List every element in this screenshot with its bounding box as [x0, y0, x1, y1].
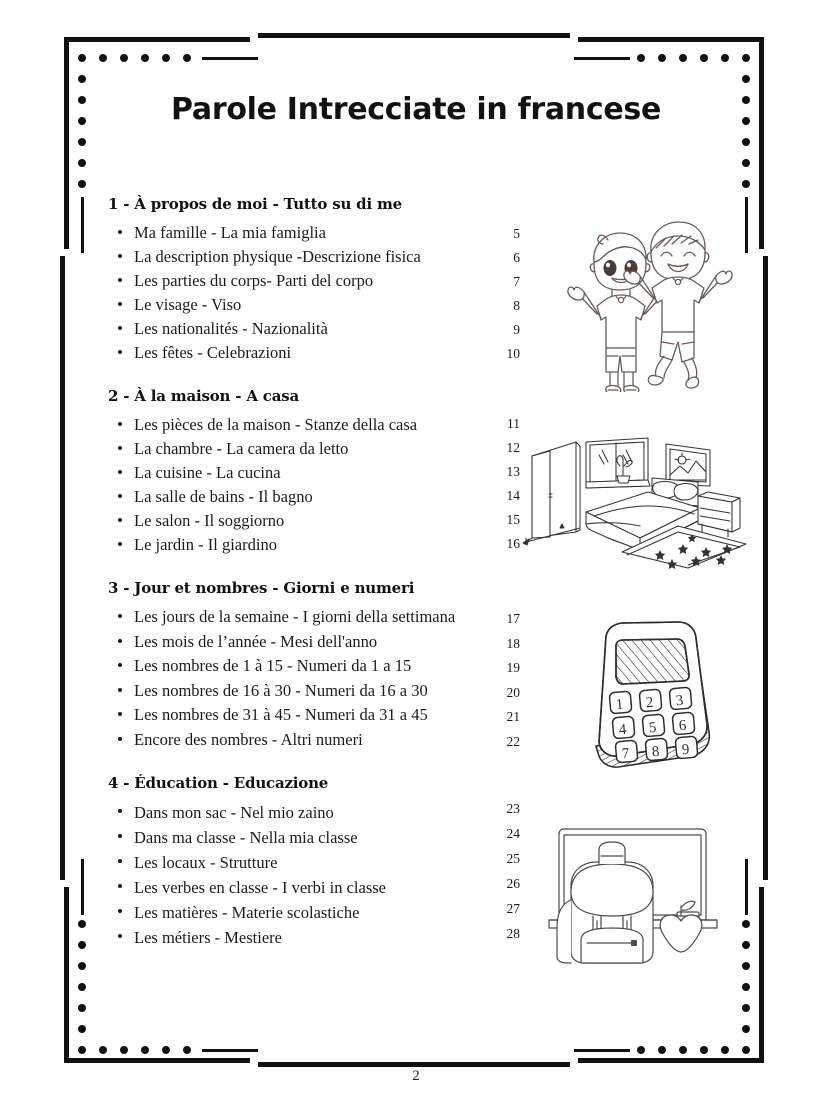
item-page-number: 23 — [506, 801, 520, 816]
item-page-number: 25 — [506, 851, 520, 866]
ornament-dot — [162, 1046, 170, 1054]
ornament-dot — [742, 180, 750, 188]
frame-bottom-center-segment — [258, 1062, 570, 1067]
item-page-number: 20 — [506, 684, 520, 700]
ornament-dot — [120, 1046, 128, 1054]
ornament-dot — [742, 138, 750, 146]
ornament-dot — [183, 54, 191, 62]
ornament-dot — [78, 75, 86, 83]
item-page-number: 26 — [506, 876, 520, 891]
item-page-number: 22 — [506, 733, 520, 749]
ornament-dash — [745, 859, 748, 915]
ornament-dot — [99, 1046, 107, 1054]
bullet-icon — [118, 494, 122, 498]
ornament-dot — [721, 1046, 729, 1054]
ornament-dash — [574, 1049, 630, 1052]
item-label: Le visage - Viso — [134, 295, 242, 314]
item-label: La description physique -Descrizione fisica — [134, 247, 421, 266]
ornament-dot — [700, 54, 708, 62]
bullet-icon — [118, 422, 122, 426]
item-label: Les verbes en classe - I verbi in classe — [134, 878, 386, 897]
item-label: Les métiers - Mestiere — [134, 928, 282, 947]
section-1-heading: 1 - À propos de moi - Tutto su di me — [108, 195, 402, 213]
bullet-icon — [118, 712, 122, 716]
ornament-dot — [637, 54, 645, 62]
bullet-icon — [118, 639, 122, 643]
item-page-number: 8 — [513, 298, 520, 313]
ornament-dash — [202, 1049, 258, 1052]
ornament-dot — [637, 1046, 645, 1054]
ornament-dot — [183, 1046, 191, 1054]
svg-text:3: 3 — [675, 692, 685, 710]
frame-left-middle-segment — [60, 256, 65, 880]
item-label: Encore des nombres - Altri numeri — [134, 729, 363, 749]
ornament-dot — [78, 1046, 86, 1054]
item-label: Dans mon sac - Nel mio zaino — [134, 803, 334, 822]
ornament-dot — [141, 54, 149, 62]
frame-top-right-segment — [578, 37, 764, 42]
item-label: Le salon - Il soggiorno — [134, 511, 285, 530]
item-page-number: 12 — [506, 440, 520, 455]
frame-right-top-segment — [759, 37, 764, 249]
item-label: La cuisine - La cucina — [134, 463, 281, 482]
ornament-dash — [81, 197, 84, 253]
svg-text:1: 1 — [615, 696, 625, 714]
ornament-dot — [742, 1046, 750, 1054]
ornament-dash — [574, 57, 630, 60]
bullet-icon — [118, 230, 122, 234]
bullet-icon — [118, 446, 122, 450]
two-children-illustration — [548, 220, 748, 392]
ornament-dot — [78, 920, 86, 928]
frame-top-center-segment — [258, 33, 570, 38]
frame-top-left-segment — [64, 37, 250, 42]
frame-right-bottom-segment — [759, 887, 764, 1063]
svg-text:9: 9 — [681, 741, 691, 759]
item-page-number: 6 — [513, 250, 520, 265]
ornament-dot — [78, 180, 86, 188]
page-title: Parole Intrecciate in francese — [171, 92, 661, 127]
ornament-dot — [78, 1004, 86, 1012]
item-page-number: 16 — [506, 536, 520, 551]
section-2-heading: 2 - À la maison - A casa — [108, 387, 299, 405]
item-page-number: 11 — [507, 416, 520, 431]
frame-bottom-right-segment — [578, 1058, 764, 1063]
item-page-number: 13 — [506, 464, 520, 479]
item-label: Les locaux - Strutture — [134, 853, 278, 872]
section-3-heading: 3 - Jour et nombres - Giorni e numeri — [108, 579, 415, 597]
svg-text:2: 2 — [645, 694, 655, 712]
item-page-number: 5 — [513, 226, 520, 241]
ornament-dot — [742, 75, 750, 83]
item-label: Dans ma classe - Nella mia classe — [134, 828, 358, 847]
ornament-dot — [679, 54, 687, 62]
ornament-dot — [78, 1025, 86, 1033]
ornament-dot — [742, 983, 750, 991]
bullet-icon — [118, 302, 122, 306]
item-label: Les nombres de 16 à 30 - Numeri da 16 a 30 — [134, 680, 428, 700]
classroom-backpack-illustration — [535, 812, 735, 964]
ornament-dot — [679, 1046, 687, 1054]
ornament-dot — [742, 920, 750, 928]
item-label: Les matières - Materie scolastiche — [134, 903, 360, 922]
item-page-number: 14 — [506, 488, 520, 503]
ornament-dot — [742, 1025, 750, 1033]
ornament-dot — [742, 54, 750, 62]
bullet-icon — [118, 542, 122, 546]
bullet-icon — [118, 254, 122, 258]
bullet-icon — [118, 470, 122, 474]
ornament-dot — [700, 1046, 708, 1054]
bullet-icon — [118, 326, 122, 330]
item-label: Ma famille - La mia famiglia — [134, 223, 326, 242]
ornament-dash — [202, 57, 258, 60]
ornament-dot — [78, 159, 86, 167]
bullet-icon — [118, 350, 122, 354]
svg-text:5: 5 — [648, 719, 658, 737]
bullet-icon — [118, 909, 122, 913]
ornament-dot — [78, 941, 86, 949]
bullet-icon — [118, 614, 122, 618]
item-page-number: 7 — [513, 274, 520, 289]
ornament-dot — [141, 1046, 149, 1054]
item-page-number: 27 — [506, 901, 520, 916]
item-page-number: 19 — [506, 660, 520, 675]
svg-text:8: 8 — [651, 743, 661, 761]
ornament-dot — [78, 138, 86, 146]
frame-left-top-segment — [64, 37, 69, 249]
svg-text:6: 6 — [678, 717, 688, 735]
item-page-number: 24 — [506, 826, 520, 841]
svg-text:4: 4 — [618, 721, 628, 739]
ornament-dot — [742, 941, 750, 949]
item-label: Les nationalités - Nazionalità — [134, 319, 328, 338]
ornament-dot — [78, 962, 86, 970]
bullet-icon — [118, 737, 122, 741]
bullet-icon — [118, 663, 122, 667]
ornament-dot — [162, 54, 170, 62]
ornament-dash — [81, 859, 84, 915]
item-page-number: 15 — [506, 512, 520, 527]
frame-left-bottom-segment — [64, 887, 69, 1063]
frame-bottom-left-segment — [64, 1058, 250, 1063]
bullet-icon — [118, 884, 122, 888]
ornament-dot — [78, 983, 86, 991]
item-page-number: 21 — [506, 709, 520, 724]
page-number-footer: 2 — [412, 1068, 420, 1084]
bullet-icon — [118, 518, 122, 522]
bullet-icon — [118, 278, 122, 282]
ornament-dot — [742, 962, 750, 970]
item-label: Le jardin - Il giardino — [134, 535, 277, 554]
item-label: Les parties du corps- Parti del corpo — [134, 271, 374, 290]
item-label: Les nombres de 1 à 15 - Numeri da 1 a 15 — [134, 656, 412, 675]
item-page-number: 28 — [506, 926, 520, 941]
bedroom-illustration — [520, 420, 752, 570]
item-label: Les pièces de la maison - Stanze della casa — [134, 415, 418, 434]
svg-text:7: 7 — [621, 745, 631, 763]
bullet-icon — [118, 834, 122, 838]
ornament-dot — [120, 54, 128, 62]
ornament-dot — [99, 54, 107, 62]
item-label: Les nombres de 31 à 45 - Numeri da 31 a 45 — [134, 705, 428, 724]
item-label: La chambre - La camera da letto — [134, 439, 349, 458]
ornament-dot — [78, 54, 86, 62]
item-page-number: 17 — [506, 611, 520, 626]
bullet-icon — [118, 859, 122, 863]
ornament-dot — [742, 159, 750, 167]
section-4-heading: 4 - Éducation - Educazione — [108, 774, 329, 792]
ornament-dot — [658, 1046, 666, 1054]
bullet-icon — [118, 809, 122, 813]
item-label: Les jours de la semaine - I giorni della settimana — [134, 607, 456, 626]
calculator-illustration — [578, 620, 728, 772]
bullet-icon — [118, 934, 122, 938]
ornament-dot — [742, 1004, 750, 1012]
item-page-number: 9 — [513, 322, 520, 337]
bullet-icon — [118, 688, 122, 692]
frame-right-middle-segment — [763, 256, 768, 880]
item-page-number: 18 — [506, 635, 520, 651]
item-label: La salle de bains - Il bagno — [134, 487, 313, 506]
item-page-number: 10 — [506, 346, 520, 361]
ornament-dot — [658, 54, 666, 62]
item-label: Les fêtes - Celebrazioni — [134, 343, 292, 362]
ornament-dot — [721, 54, 729, 62]
item-label: Les mois de l’année - Mesi dell'anno — [134, 631, 378, 651]
